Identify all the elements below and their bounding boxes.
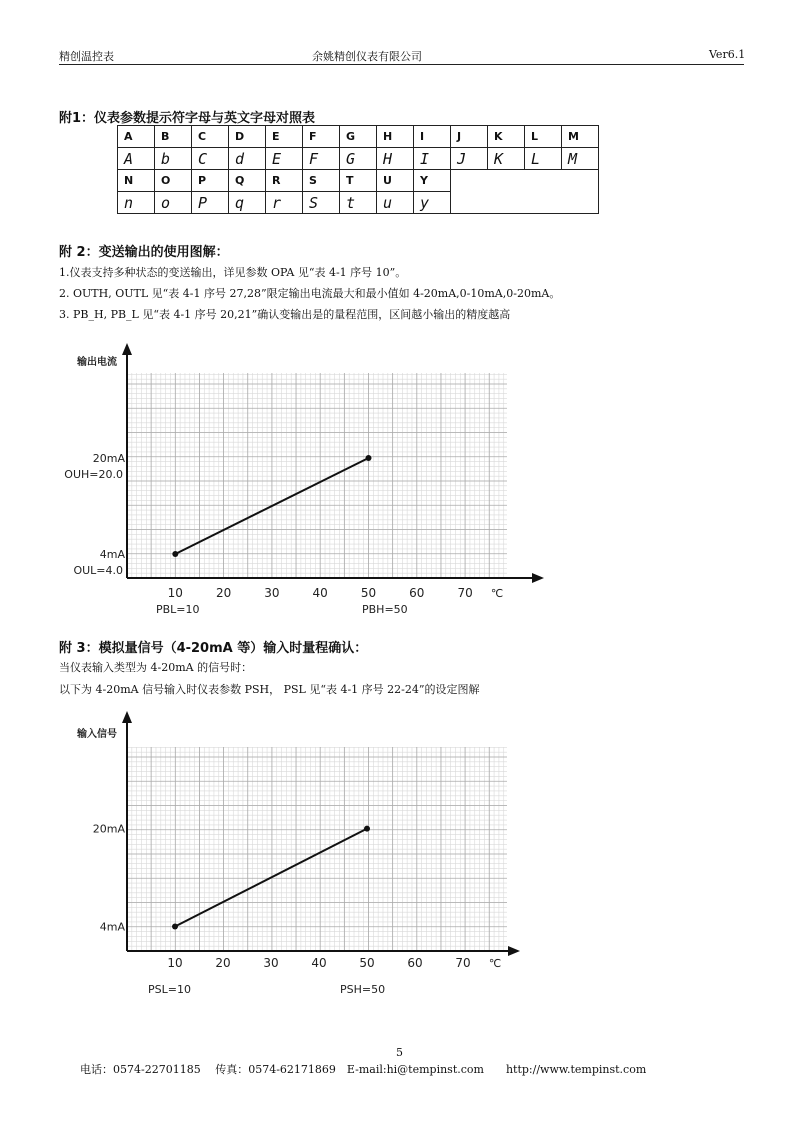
x-tick-label: 60 <box>407 956 423 970</box>
range-annotation: PSH=50 <box>340 983 386 996</box>
appendix2-line-3: 3. PB_H, PB_L 见“表 4-1 序号 20,21”确认变输出是的量程范围，区间越小输出的精度越高 <box>59 308 511 321</box>
appendix3-line-2: 以下为 4-20mA 信号输入时仪表参数 PSH， PSL 见“表 4-1 序号 22-24”的设定图解 <box>59 683 480 696</box>
table-cell: C <box>192 126 229 148</box>
segment-glyph: u <box>377 192 414 214</box>
segment-glyph: d <box>229 148 266 170</box>
y-axis-label: 输出电流 <box>77 357 117 368</box>
table-cell: J <box>451 126 488 148</box>
y-tick-label: 20mA <box>92 822 125 836</box>
segment-glyph: K <box>488 148 525 170</box>
segment-glyph: I <box>414 148 451 170</box>
segment-glyph: t <box>340 192 377 214</box>
y-tick-label: 4mA <box>99 920 125 934</box>
segment-glyph: E <box>266 148 303 170</box>
range-annotation: PBL=10 <box>156 603 200 616</box>
header-center: 余姚精创仪表有限公司 <box>312 50 422 63</box>
table-row <box>118 148 599 170</box>
table-cell: A <box>118 126 155 148</box>
page-number: 5 <box>396 1046 403 1059</box>
y-axis-label: 输入信号 <box>77 729 117 740</box>
table-row <box>118 170 599 192</box>
data-point <box>172 924 178 930</box>
segment-glyph: A <box>118 148 155 170</box>
x-tick-label: 70 <box>455 956 471 970</box>
x-tick-label: 10 <box>167 586 183 600</box>
segment-glyph: b <box>155 148 192 170</box>
segment-glyph: M <box>562 148 599 170</box>
segment-glyph: P <box>192 192 229 214</box>
x-tick-label: 50 <box>359 956 375 970</box>
data-point <box>172 551 178 557</box>
data-point <box>366 455 372 461</box>
table-empty-cell <box>451 170 599 214</box>
y-tick-label: 4mA <box>99 548 125 561</box>
table-cell: O <box>155 170 192 192</box>
x-axis-arrow <box>532 573 544 583</box>
table-cell: T <box>340 170 377 192</box>
appendix2-title: 附 2：变送输出的使用图解： <box>59 245 229 260</box>
y-tick-sublabel: OUL=4.0 <box>73 564 123 577</box>
input-signal-chart <box>60 705 550 1005</box>
segment-glyph: J <box>451 148 488 170</box>
segment-glyph: F <box>303 148 340 170</box>
table-cell: R <box>266 170 303 192</box>
segment-glyph: o <box>155 192 192 214</box>
table-cell: F <box>303 126 340 148</box>
letter-table <box>117 125 599 214</box>
appendix2-line-2: 2. OUTH, OUTL 见“表 4-1 序号 27,28”限定输出电流最大和最小值如 4-20mA,0-10mA,0-20mA。 <box>59 287 561 300</box>
table-cell: M <box>562 126 599 148</box>
y-tick-label: 20mA <box>92 452 125 465</box>
header-rule <box>59 64 744 65</box>
segment-glyph: q <box>229 192 266 214</box>
segment-glyph: L <box>525 148 562 170</box>
segment-glyph: H <box>377 148 414 170</box>
footer-contact: 电话：0574-22701185 传真：0574-62171869 E-mail:hi@tempinst.com http://www.tempinst.com <box>80 1063 647 1076</box>
segment-glyph: C <box>192 148 229 170</box>
segment-glyph: y <box>414 192 451 214</box>
table-cell: I <box>414 126 451 148</box>
table-cell: N <box>118 170 155 192</box>
x-unit-label: ℃ <box>490 587 504 600</box>
table-cell: P <box>192 170 229 192</box>
x-tick-label: 40 <box>312 586 328 600</box>
table-cell: S <box>303 170 340 192</box>
x-tick-label: 20 <box>215 956 231 970</box>
x-tick-label: 50 <box>360 586 377 600</box>
table-cell: H <box>377 126 414 148</box>
range-annotation: PSL=10 <box>148 983 191 996</box>
x-tick-label: 30 <box>263 956 279 970</box>
appendix1-title: 附1：仪表参数提示符字母与英文字母对照表 <box>59 111 316 126</box>
y-tick-sublabel: OUH=20.0 <box>64 468 123 481</box>
segment-glyph: r <box>266 192 303 214</box>
table-cell: Q <box>229 170 266 192</box>
x-axis-arrow <box>508 946 520 956</box>
output-current-chart <box>60 335 550 625</box>
table-cell: B <box>155 126 192 148</box>
segment-glyph: G <box>340 148 377 170</box>
x-tick-label: 10 <box>167 956 183 970</box>
table-cell: U <box>377 170 414 192</box>
data-point <box>364 826 370 832</box>
appendix3-line-1: 当仪表输入类型为 4-20mA 的信号时： <box>59 661 253 674</box>
x-unit-label: ℃ <box>488 957 502 970</box>
x-tick-label: 40 <box>311 956 327 970</box>
table-cell: Y <box>414 170 451 192</box>
table-cell: D <box>229 126 266 148</box>
table-cell: G <box>340 126 377 148</box>
segment-glyph: n <box>118 192 155 214</box>
x-tick-label: 70 <box>457 586 473 600</box>
x-tick-label: 60 <box>409 586 425 600</box>
table-cell: K <box>488 126 525 148</box>
header-left: 精创温控表 <box>59 50 114 63</box>
table-row <box>118 126 599 148</box>
header-right: Ver6.1 <box>709 48 746 61</box>
range-annotation: PBH=50 <box>362 603 408 616</box>
table-cell: E <box>266 126 303 148</box>
y-axis-arrow <box>122 711 132 723</box>
series-line <box>175 829 367 927</box>
x-tick-label: 30 <box>264 586 280 600</box>
appendix3-title: 附 3：模拟量信号（4-20mA 等）输入时量程确认： <box>59 641 368 656</box>
segment-glyph: S <box>303 192 340 214</box>
table-cell: L <box>525 126 562 148</box>
appendix2-line-1: 1.仪表支持多种状态的变送输出，详见参数 OPA 见“表 4-1 序号 10”。 <box>59 266 407 279</box>
y-axis-arrow <box>122 343 132 355</box>
x-tick-label: 20 <box>215 586 232 600</box>
